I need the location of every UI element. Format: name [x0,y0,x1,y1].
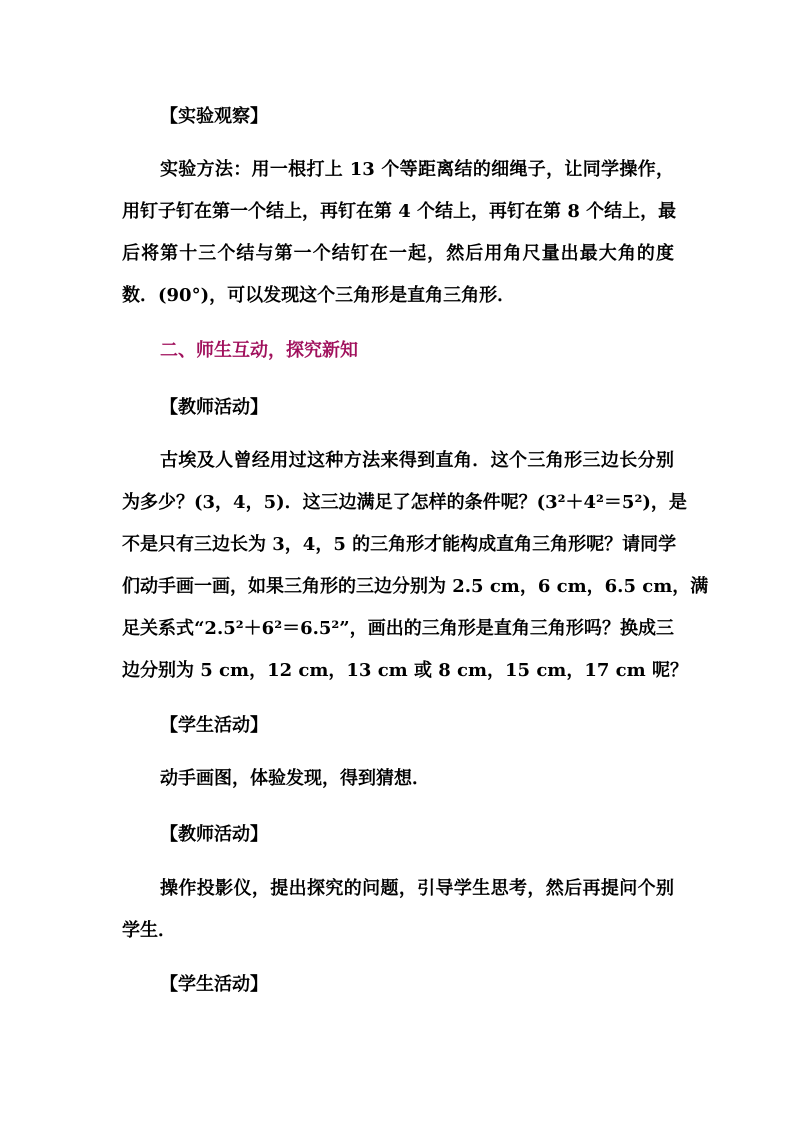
heading-student-activity-1: 【学生活动】 [160,715,268,736]
experiment-line-3: 后将第十三个结与第一个结钉在一起，然后用角尺量出最大角的度 [122,243,674,264]
experiment-line-1: 实验方法：用一根打上 13 个等距离结的细绳子，让同学操作， [160,159,674,180]
teacher-line-6: 边分别为 5 cm，12 cm，13 cm 或 8 cm，15 cm，17 cm 呢？ [122,660,688,681]
heading-student-activity-2: 【学生活动】 [160,974,268,995]
student-activity-line: 动手画图，体验发现，得到猜想． [160,768,430,789]
teacher-line-5: 足关系式“2.5²＋6²＝6.5²”，画出的三角形是直角三角形吗？换成三 [122,618,674,639]
teacher-line-3: 不是只有三边长为 3，4，5 的三角形才能构成直角三角形呢？请同学 [122,534,677,555]
teacher-line-1: 古埃及人曾经用过这种方法来得到直角．这个三角形三边长分别 [160,450,674,471]
heading-teacher-activity-1: 【教师活动】 [160,397,268,418]
teacher2-line-2: 学生． [122,920,176,941]
section-title-interaction: 二、师生互动，探究新知 [160,340,358,361]
teacher-line-2: 为多少？(3，4，5)．这三边满足了怎样的条件呢？(3²＋4²＝5²)，是 [122,492,687,513]
teacher2-line-1: 操作投影仪，提出探究的问题，引导学生思考，然后再提问个别 [160,878,674,899]
heading-teacher-activity-2: 【教师活动】 [160,824,268,845]
experiment-line-4: 数．(90°)，可以发现这个三角形是直角三角形． [122,285,516,306]
heading-experiment-observation: 【实验观察】 [160,106,268,127]
experiment-line-2: 用钉子钉在第一个结上，再钉在第 4 个结上，再钉在第 8 个结上，最 [122,201,677,222]
teacher-line-4: 们动手画一画，如果三角形的三边分别为 2.5 cm，6 cm，6.5 cm，满 [122,576,709,597]
